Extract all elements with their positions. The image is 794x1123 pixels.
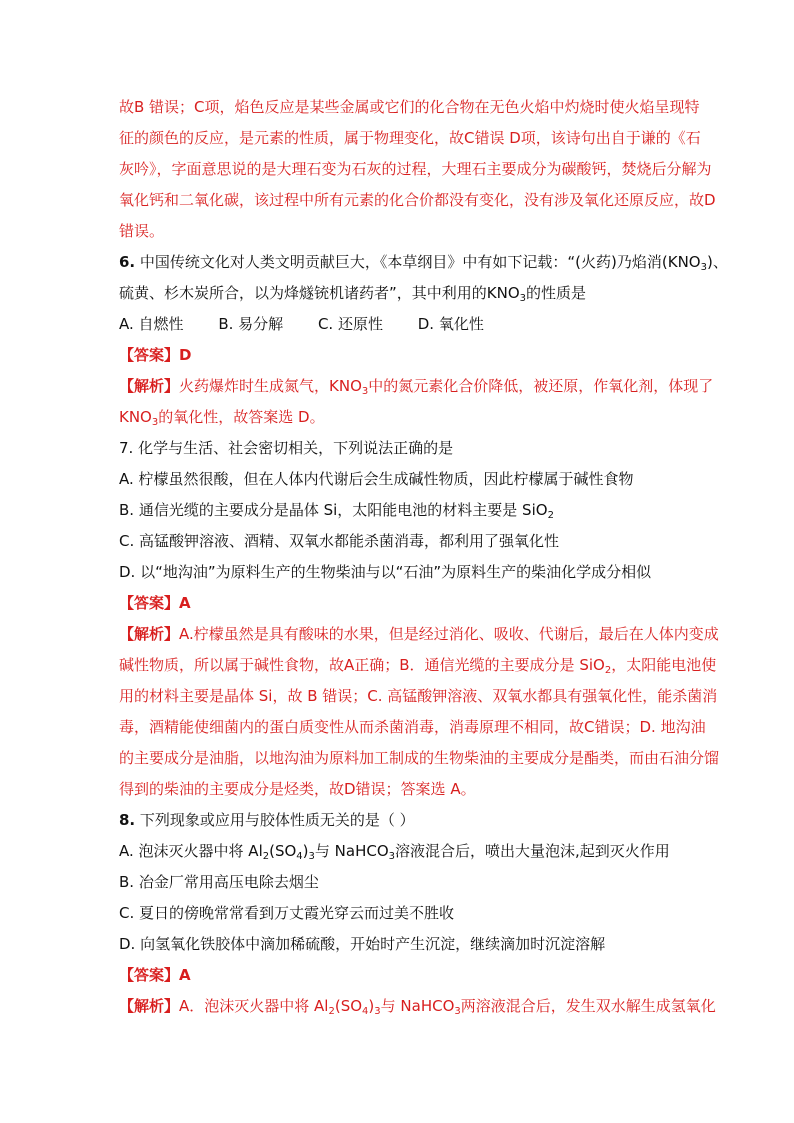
explanation-line: 毒，酒精能使细菌内的蛋白质变性从而杀菌消毒，消毒原理不相同，故C错误；D. 地沟油: [119, 718, 706, 736]
stem-text: )、: [706, 253, 728, 271]
answer-value: A: [179, 966, 191, 984]
stem-text: 硫黄、杉木炭所合，以为烽燧铳机诸药者”，其中利用的KNO: [119, 284, 520, 302]
question-7: [119, 438, 720, 799]
option-a: A. 自燃性: [119, 315, 184, 333]
answer-label: 【答案】: [119, 346, 180, 364]
subscript: 2: [262, 851, 270, 862]
previous-explanation: [119, 97, 716, 241]
option-b: B. 易分解: [218, 315, 284, 333]
option-a: A. 柠檬虽然很酸，但在人体内代谢后会生成碱性物质，因此柠檬属于碱性食物: [119, 470, 634, 488]
explanation-line: [119, 407, 704, 427]
subscript: 3: [454, 1006, 461, 1017]
question-number: 6.: [119, 253, 136, 271]
option-text: (SO: [269, 842, 297, 860]
explanation-text: (SO: [334, 997, 363, 1015]
subscript: 3: [374, 1006, 381, 1017]
question-stem: [119, 283, 704, 303]
subscript: 3: [388, 851, 396, 862]
option-text: ): [302, 842, 309, 860]
question-8: [119, 810, 716, 1017]
answer-value: A: [179, 594, 191, 612]
explanation-label: 【解析】: [119, 997, 180, 1015]
explanation-line: [119, 624, 719, 644]
subscript: 3: [700, 262, 707, 273]
explanation-line: 用的材料主要是晶体 Si，故 B 错误；C. 高锰酸钾溶液、双氧水都具有强氧化性，能杀菌消: [119, 687, 718, 705]
subscript: 3: [308, 851, 315, 862]
explanation-line: 灰吟》，字面意思说的是大理石变为石灰的过程，大理石主要成分为碳酸钙，焚烧后分解为: [119, 160, 712, 178]
subscript: 3: [151, 417, 159, 428]
explanation-line: 氧化钙和二氧化碳，该过程中所有元素的化合价都没有变化，没有涉及氧化还原反应，故D: [119, 191, 716, 209]
explanation-line: 故B 错误；C项，焰色反应是某些金属或它们的化合物在无色火焰中灼烧时使火焰呈现特: [119, 98, 700, 116]
option-a: [119, 841, 704, 861]
option-d: D. 氧化性: [417, 315, 484, 333]
question-stem: [119, 252, 728, 273]
explanation-text: A.柠檬虽然是具有酸味的水果，但是经过消化、吸收、代谢后，最后在人体内变成: [179, 625, 719, 643]
option-text: 溶液混合后，喷出大量泡沫,起到灭火作用: [395, 842, 670, 860]
option-b: [119, 500, 704, 520]
explanation-text: 火药爆炸时生成氮气，KNO: [179, 377, 362, 395]
explanation-text: ): [368, 997, 375, 1015]
subscript: 3: [519, 293, 527, 304]
explanation-label: 【解析】: [119, 377, 180, 395]
subscript: 2: [547, 510, 554, 521]
answer-label: 【答案】: [119, 966, 180, 984]
explanation-text: ，太阳能电池使: [611, 656, 717, 674]
option-b: B. 冶金厂常用高压电除去烟尘: [119, 873, 319, 891]
answer-line: [119, 965, 704, 985]
explanation-text: KNO: [119, 408, 152, 426]
explanation-text: 两溶液混合后，发生双水解生成氢氧化: [460, 997, 716, 1015]
stem-text: 中国传统文化对人类文明贡献巨大，《本草纲目》中有如下记载：“(火药)乃焰消(KNO: [135, 253, 701, 271]
stem-text: 下列现象或应用与胶体性质无关的是（ ）: [135, 811, 415, 829]
option-text: A. 泡沫灭火器中将 Al: [119, 842, 263, 860]
question-stem: [119, 810, 704, 830]
explanation-line: 征的颜色的反应，是元素的性质，属于物理变化，故C错误 D项，该诗句出自于谦的《石: [119, 129, 701, 147]
explanation-text: 与 NaHCO: [380, 997, 455, 1015]
option-text: 与 NaHCO: [314, 842, 389, 860]
answer-line: [119, 345, 704, 365]
question-6: [119, 252, 728, 428]
explanation-label: 【解析】: [119, 625, 180, 643]
option-d: D. 以“地沟油”为原料生产的生物柴油与以“石油”为原料生产的柴油化学成分相似: [119, 563, 652, 581]
subscript: 4: [296, 851, 303, 862]
answer-line: [119, 593, 704, 613]
explanation-text: 中的氮元素化合价降低，被还原，作氧化剂，体现了: [368, 377, 714, 395]
subscript: 4: [362, 1006, 369, 1017]
explanation-text: A．泡沫灭火器中将 Al: [179, 997, 329, 1015]
explanation-line: [119, 655, 717, 676]
options-row: [119, 314, 704, 334]
option-c: C. 夏日的傍晚常常看到万丈霞光穿云而过美不胜收: [119, 904, 455, 922]
question-stem: 7. 化学与生活、社会密切相关，下列说法正确的是: [119, 439, 454, 457]
explanation-line: [119, 376, 714, 397]
subscript: 2: [604, 665, 612, 676]
option-text: B. 通信光缆的主要成分是晶体 Si，太阳能电池的材料主要是 SiO: [119, 501, 548, 519]
answer-label: 【答案】: [119, 594, 180, 612]
option-d: D. 向氢氧化铁胶体中滴加稀硫酸，开始时产生沉淀，继续滴加时沉淀溶解: [119, 935, 606, 953]
option-c: C. 还原性: [317, 315, 383, 333]
explanation-line: 得到的柴油的主要成分是烃类，故D错误；答案选 A。: [119, 780, 476, 798]
subscript: 3: [361, 386, 369, 397]
question-number: 8.: [119, 811, 136, 829]
explanation-text: 碱性物质，所以属于碱性食物，故A正确；B．通信光缆的主要成分是 SiO: [119, 656, 605, 674]
explanation-line: 的主要成分是油脂，以地沟油为原料加工制成的生物柴油的主要成分是酯类，而由石油分馏: [119, 749, 720, 767]
stem-text: 的性质是: [526, 284, 587, 302]
explanation-line: [119, 996, 716, 1017]
option-c: C. 高锰酸钾溶液、酒精、双氧水都能杀菌消毒，都利用了强氧化性: [119, 532, 560, 550]
explanation-text: 的氧化性，故答案选 D。: [158, 408, 325, 426]
explanation-line: 错误。: [119, 222, 165, 240]
subscript: 2: [328, 1006, 335, 1017]
answer-value: D: [179, 346, 192, 364]
